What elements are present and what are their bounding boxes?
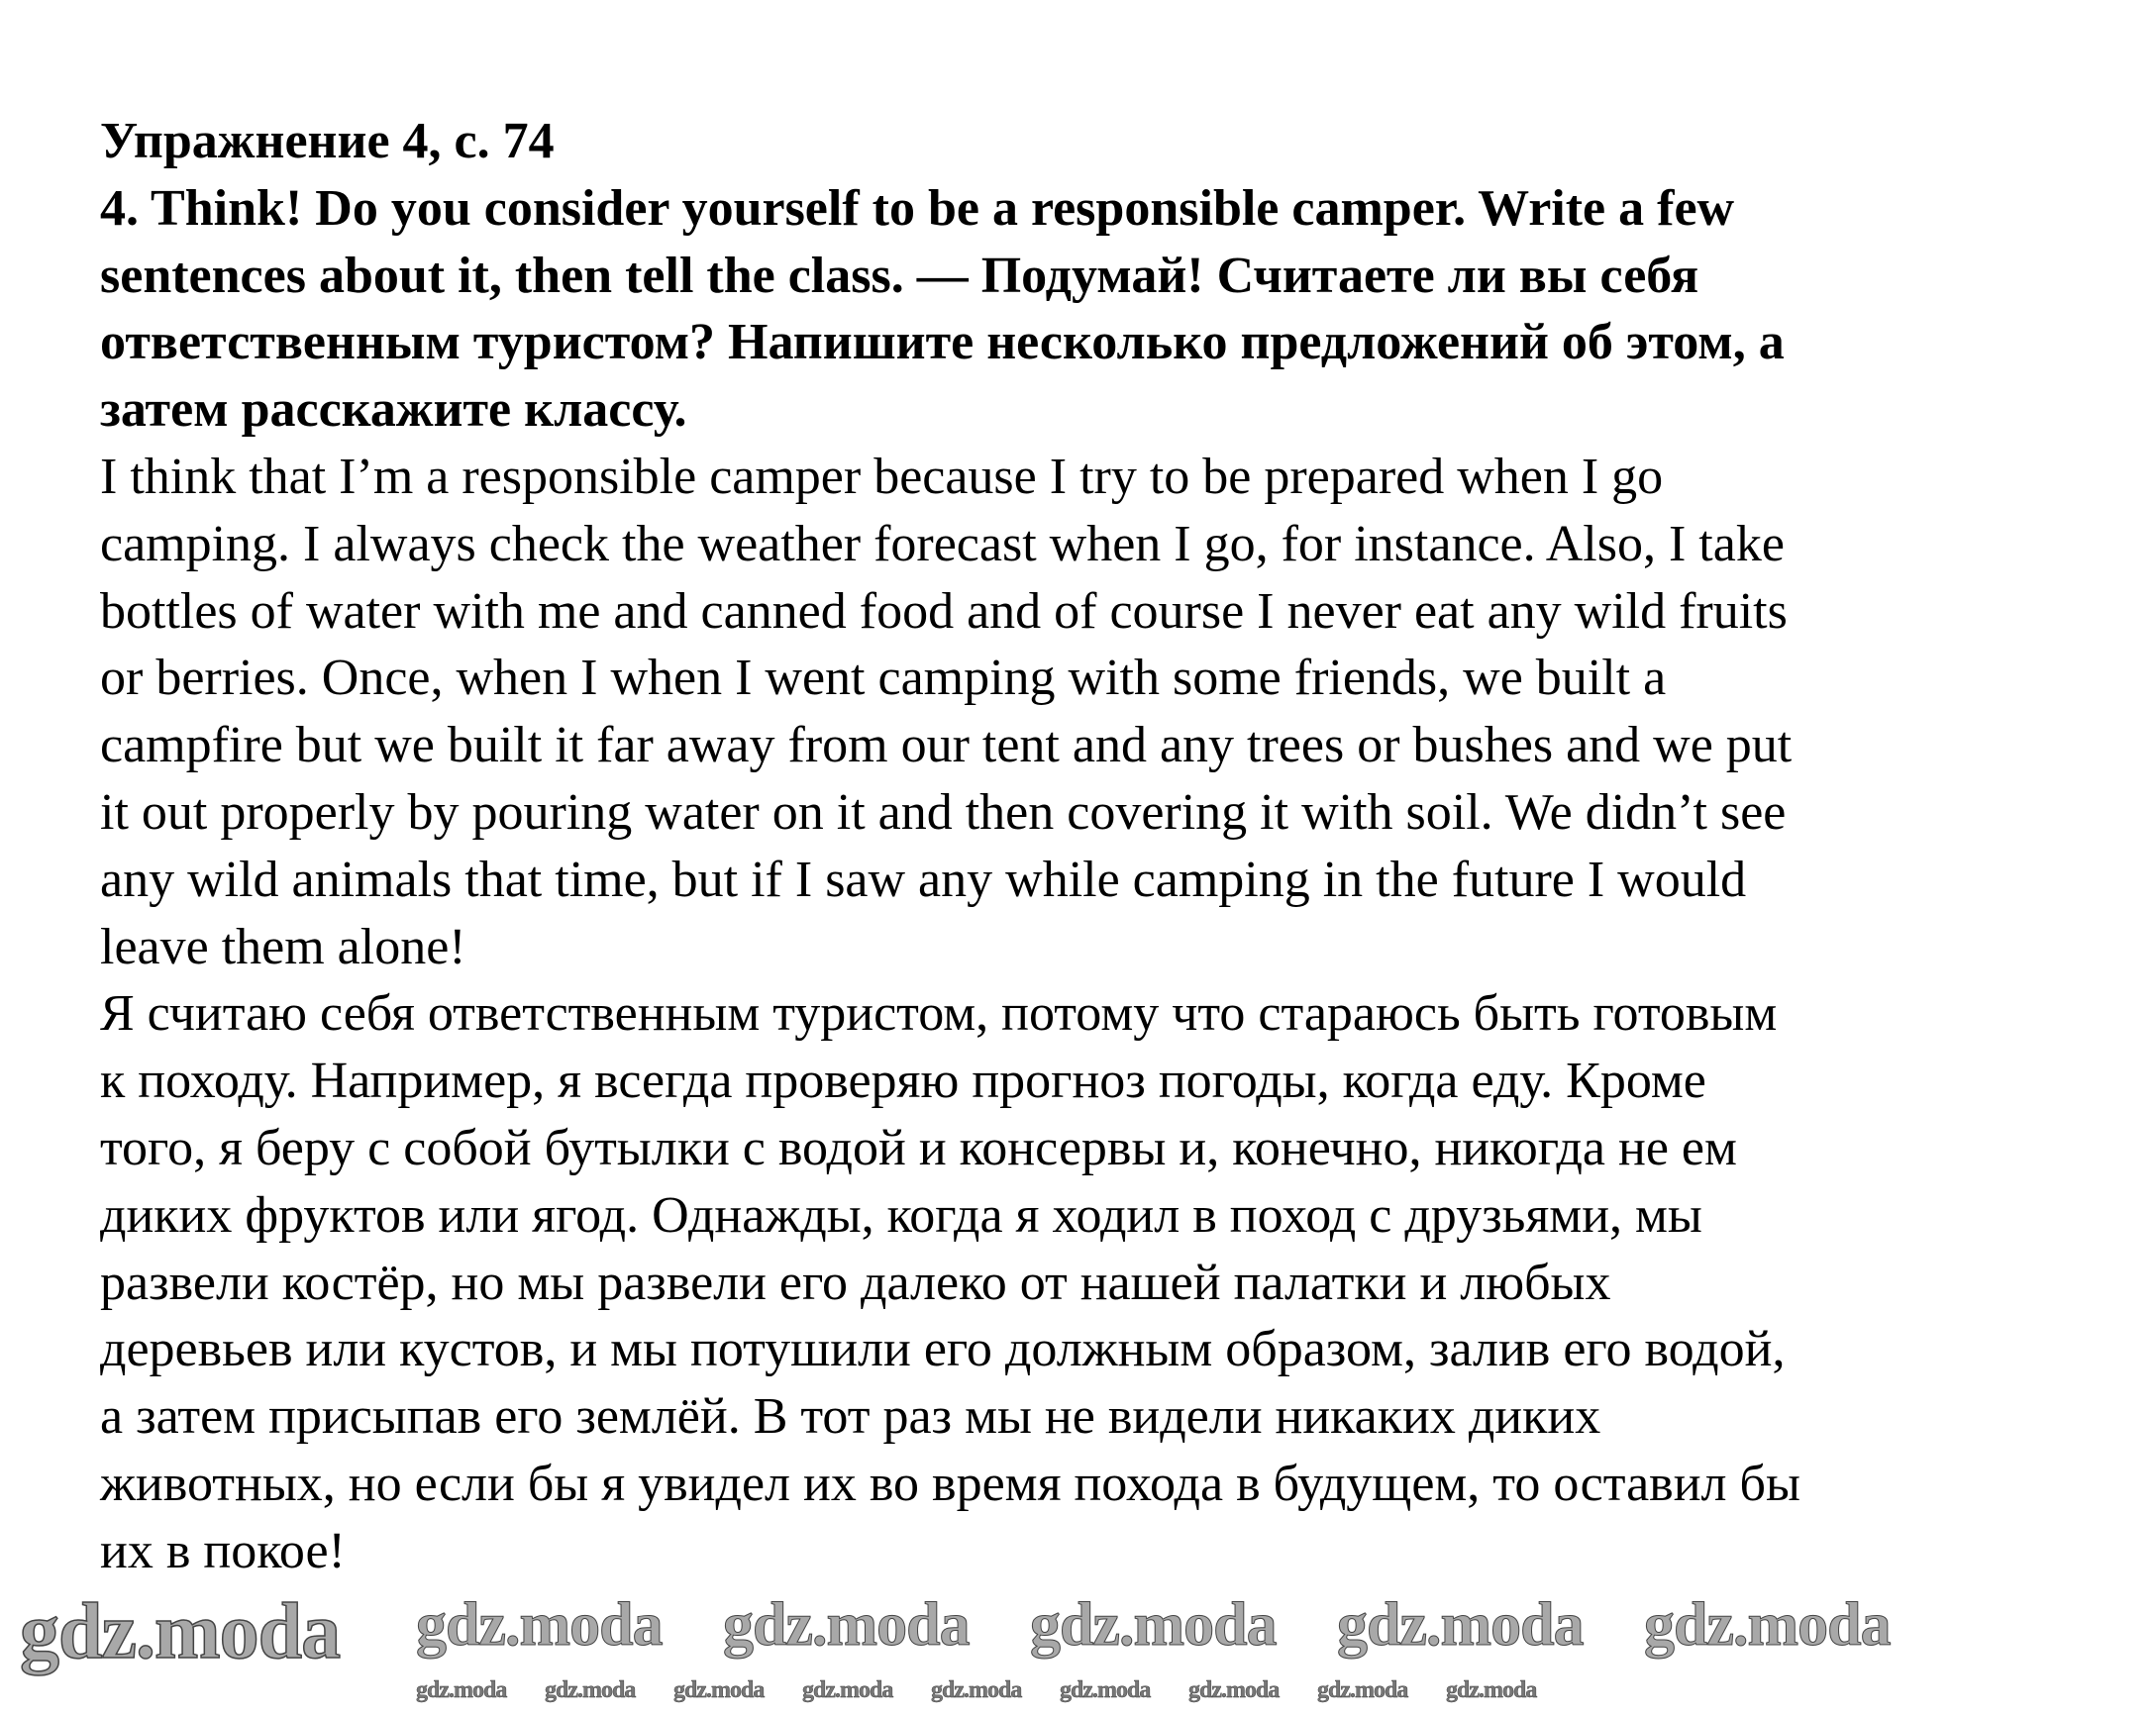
russian-answer-line: а затем присыпав его землёй. В тот раз мы не видели никаких диких (100, 1388, 1601, 1446)
watermark: gdz.moda (802, 1677, 893, 1703)
english-answer-line: any wild animals that time, but if I saw any while camping in the future I would (100, 851, 1747, 908)
watermark: gdz.moda (416, 1677, 507, 1703)
english-answer-line: camping. I always check the weather forecast when I go, for instance. Also, I take (100, 515, 1785, 572)
russian-answer-line: Я считаю себя ответственным туристом, потому что стараюсь быть готовым (100, 985, 1778, 1043)
document-body (100, 108, 1800, 1585)
watermark: gdz.moda (1337, 1591, 1584, 1659)
watermark: gdz.moda (545, 1677, 636, 1703)
russian-answer-line: того, я беру с собой бутылки с водой и консервы и, конечно, никогда не ем (100, 1119, 1737, 1176)
watermark: gdz.moda (1030, 1591, 1277, 1659)
english-answer-line: campfire but we built it far away from our tent and any trees or bushes and we put (100, 717, 1793, 774)
watermark: gdz.moda (1060, 1677, 1151, 1703)
english-answer-line: I think that I’m a responsible camper because I try to be prepared when I go (100, 448, 1664, 505)
english-answer-line: or berries. Once, when I when I went camping with some friends, we built a (100, 650, 1667, 707)
watermark: gdz.moda (416, 1591, 663, 1659)
russian-answer-line: их в покое! (100, 1522, 346, 1579)
watermark: gdz.moda (20, 1588, 341, 1675)
english-answer-line: leave them alone! (100, 918, 466, 975)
task-line: ответственным туристом? Напишите несколько предложений об этом, а (100, 314, 1785, 371)
watermark: gdz.moda (673, 1677, 765, 1703)
watermark: gdz.moda (931, 1677, 1022, 1703)
watermark: gdz.moda (1317, 1677, 1408, 1703)
task-line: 4. Think! Do you consider yourself to be a responsible camper. Write a few (100, 179, 1735, 237)
task-line: затем расскажите классу. (100, 381, 687, 439)
russian-answer-line: диких фруктов или ягод. Однажды, когда я ходил в поход с друзьями, мы (100, 1186, 1702, 1244)
russian-answer-line: к походу. Например, я всегда проверяю прогноз погоды, когда еду. Кроме (100, 1053, 1706, 1110)
english-answer-line: it out properly by pouring water on it and then covering it with soil. We didn’t see (100, 783, 1787, 841)
russian-answer-line: животных, но если бы я увидел их во время похода в будущем, то оставил бы (100, 1455, 1800, 1512)
watermark: gdz.moda (1644, 1591, 1891, 1659)
watermark: gdz.moda (1446, 1677, 1537, 1703)
english-answer-line: bottles of water with me and canned food and of course I never eat any wild fruits (100, 582, 1788, 640)
watermark: gdz.moda (723, 1591, 970, 1659)
russian-answer-line: развели костёр, но мы развели его далеко от нашей палатки и любых (100, 1254, 1611, 1311)
watermark: gdz.moda (1188, 1677, 1280, 1703)
russian-answer-line: деревьев или кустов, и мы потушили его должным образом, залив его водой, (100, 1321, 1786, 1378)
task-line: sentences about it, then tell the class. — Подумай! Считаете ли вы себя (100, 247, 1699, 304)
exercise-title: Упражнение 4, с. 74 (100, 113, 555, 169)
